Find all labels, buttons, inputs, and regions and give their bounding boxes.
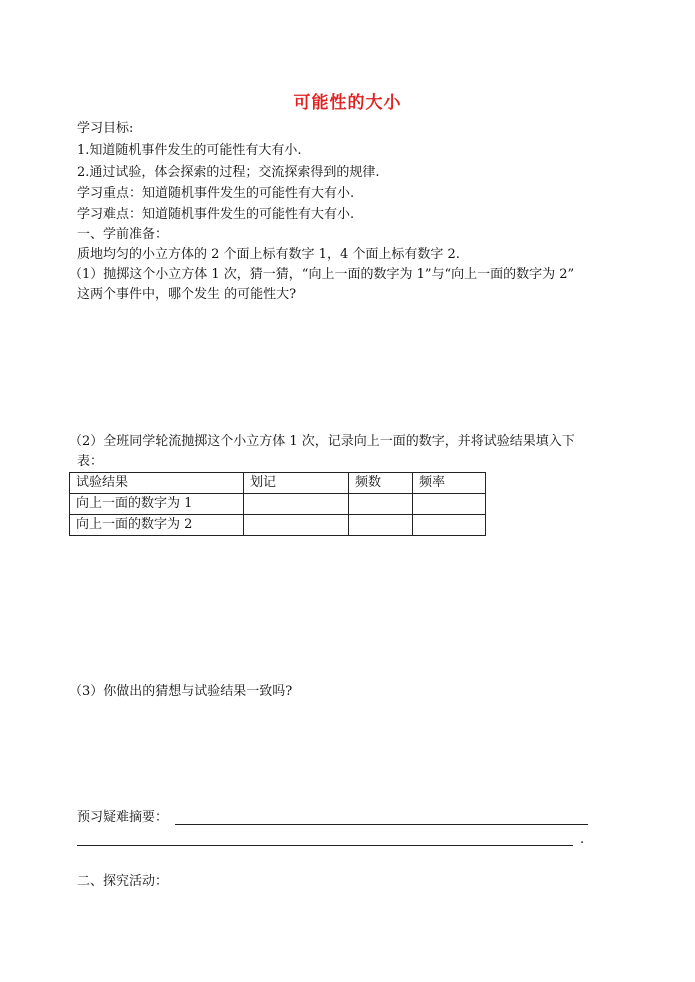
table-header-row bbox=[70, 473, 486, 494]
question-2-line-1: （2）全班同学轮流抛掷这个小立方体 1 次，记录向上一面的数字，并将试验结果填入下 bbox=[69, 434, 575, 449]
table-row bbox=[70, 515, 486, 536]
objective-item-1: 1.知道随机事件发生的可能性有大有小. bbox=[77, 143, 302, 158]
table-header-cell: 划记 bbox=[244, 473, 349, 494]
preview-summary-label: 预习疑难摘要： bbox=[77, 810, 169, 825]
table-cell[interactable] bbox=[413, 515, 486, 536]
preview-summary-blank-2[interactable] bbox=[77, 845, 573, 846]
table-cell[interactable] bbox=[244, 515, 349, 536]
objectives-heading: 学习目标: bbox=[77, 121, 134, 136]
table-cell: 向上一面的数字为 1 bbox=[70, 494, 244, 515]
results-table bbox=[69, 472, 486, 536]
table-header-cell: 频率 bbox=[413, 473, 486, 494]
table-cell[interactable] bbox=[349, 515, 413, 536]
question-1-line-2: 这两个事件中，哪个发生 的可能性大? bbox=[77, 287, 297, 302]
section1-intro: 质地均匀的小立方体的 2 个面上标有数字 1，4 个面上标有数字 2. bbox=[77, 247, 460, 262]
objective-item-2: 2.通过试验，体会探索的过程；交流探索得到的规律. bbox=[77, 165, 380, 180]
table-header-cell: 试验结果 bbox=[70, 473, 244, 494]
question-1-line-1: （1）抛掷这个小立方体 1 次，猜一猜，“向上一面的数字为 1”与“向上一面的数字为 2” bbox=[69, 267, 575, 282]
difficulty: 学习难点：知道随机事件发生的可能性有大有小. bbox=[77, 207, 355, 222]
question-3: （3）你做出的猜想与试验结果一致吗? bbox=[69, 684, 293, 699]
section1-heading: 一、学前准备： bbox=[77, 227, 169, 242]
table-cell[interactable] bbox=[349, 494, 413, 515]
preview-summary-end-mark: . bbox=[580, 832, 585, 847]
table-cell[interactable] bbox=[244, 494, 349, 515]
table-row bbox=[70, 494, 486, 515]
table-cell[interactable] bbox=[413, 494, 486, 515]
table-cell: 向上一面的数字为 2 bbox=[70, 515, 244, 536]
question-2-line-2: 表： bbox=[77, 454, 104, 469]
preview-summary-blank-1[interactable] bbox=[175, 824, 588, 825]
key-point: 学习重点：知道随机事件发生的可能性有大有小. bbox=[77, 186, 355, 201]
table-header-cell: 频数 bbox=[349, 473, 413, 494]
page-title: 可能性的大小 bbox=[293, 93, 402, 113]
section2-heading: 二、探究活动： bbox=[77, 874, 169, 889]
